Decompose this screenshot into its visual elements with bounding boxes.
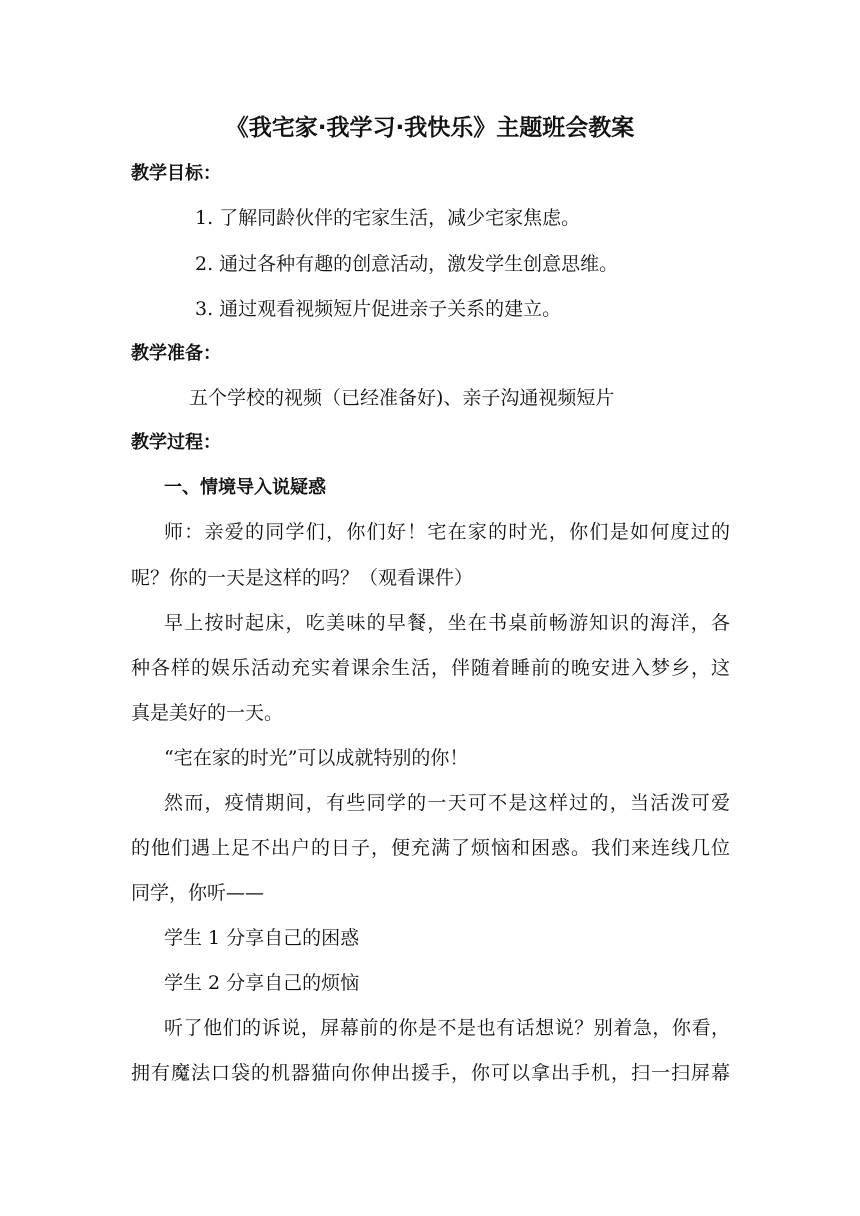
section-heading-1: 一、情境导入说疑惑: [164, 477, 326, 498]
paragraph-1-line-1: 师：亲爱的同学们，你们好！宅在家的时光，你们是如何度过的: [164, 521, 730, 543]
paragraph-7-line-1: 听了他们的诉说，屏幕前的你是不是也有话想说？别着急，你看，: [164, 1017, 730, 1039]
paragraph-5: 学生 1 分享自己的困惑: [164, 927, 360, 949]
goals-heading: 教学目标：: [131, 163, 221, 184]
goal-item-1: 1. 了解同龄伙伴的宅家生活，减少宅家焦虑。: [195, 207, 581, 229]
paragraph-1-line-2: 呢？你的一天是这样的吗？（观看课件）: [131, 567, 474, 589]
goal-item-3: 3. 通过观看视频短片促进亲子关系的建立。: [195, 298, 562, 320]
paragraph-4-line-3: 同学，你听——: [131, 882, 265, 904]
paragraph-2-line-2: 种各样的娱乐活动充实着课余生活，伴随着睡前的晚安进入梦乡，这: [131, 657, 730, 679]
process-heading: 教学过程：: [131, 432, 221, 453]
paragraph-4-line-2: 的他们遇上足不出户的日子，便充满了烦恼和困惑。我们来连线几位: [131, 837, 730, 859]
prep-heading: 教学准备：: [131, 343, 221, 364]
paragraph-3: “宅在家的时光”可以成就特别的你！: [164, 747, 469, 769]
document-title: 《我宅家·我学习·我快乐》主题班会教案: [225, 115, 635, 141]
paragraph-4-line-1: 然而，疫情期间，有些同学的一天可不是这样过的，当活泼可爱: [164, 792, 730, 814]
goal-item-2: 2. 通过各种有趣的创意活动，激发学生创意思维。: [195, 253, 619, 275]
paragraph-6: 学生 2 分享自己的烦恼: [164, 972, 360, 994]
paragraph-2-line-3: 真是美好的一天。: [131, 702, 284, 724]
prep-text: 五个学校的视频（已经准备好)、亲子沟通视频短片: [189, 387, 615, 409]
paragraph-7-line-2: 拥有魔法口袋的机器猫向你伸出援手，你可以拿出手机，扫一扫屏幕: [131, 1062, 730, 1084]
paragraph-2-line-1: 早上按时起床，吃美味的早餐，坐在书桌前畅游知识的海洋，各: [164, 612, 730, 634]
